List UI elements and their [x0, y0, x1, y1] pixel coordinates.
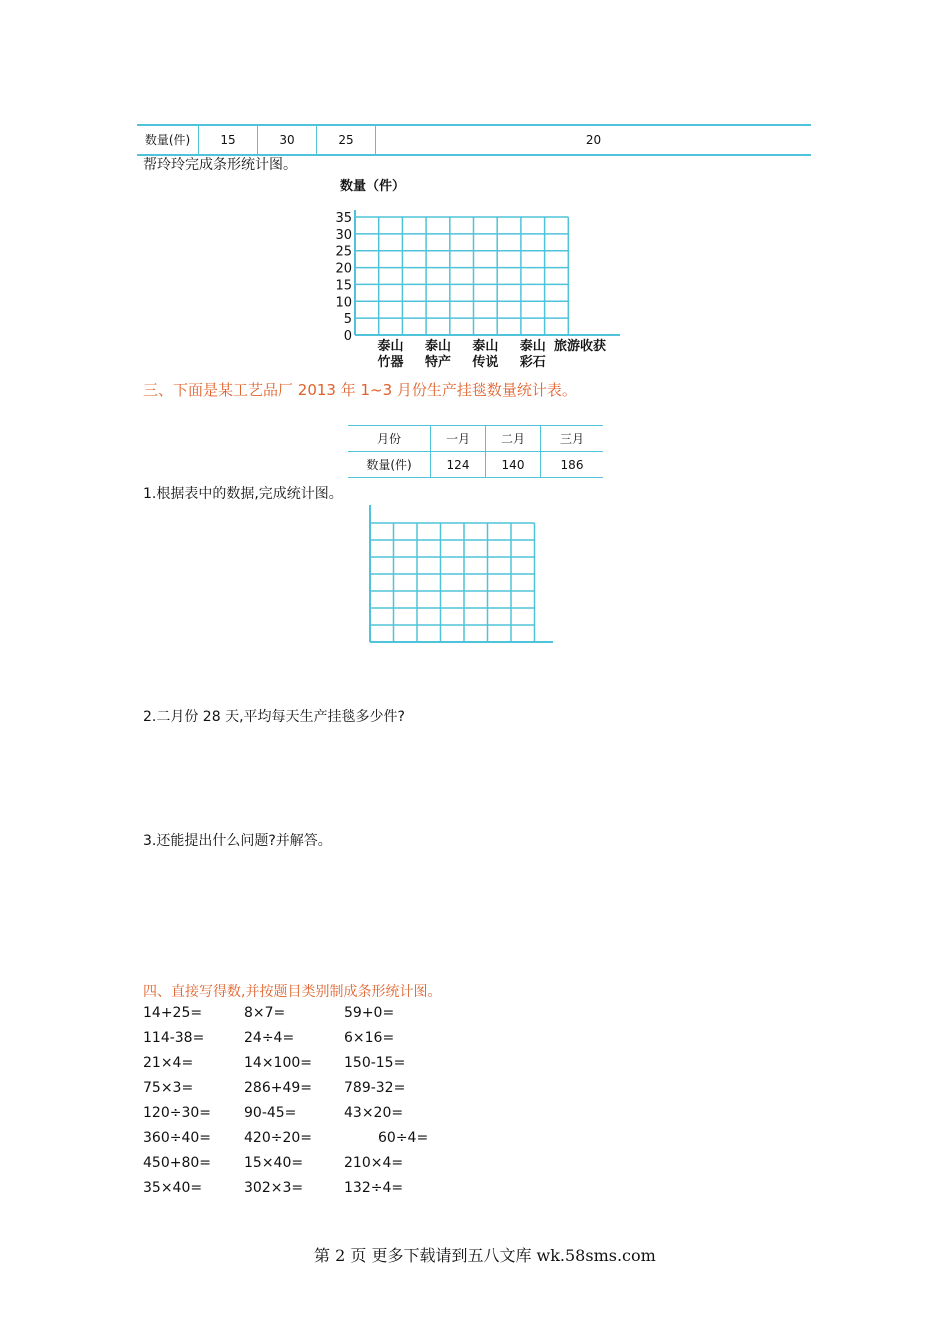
math-problem: 24÷4= [244, 1030, 295, 1046]
math-problem: 210×4= [344, 1155, 404, 1171]
y-tick-label: 30 [335, 227, 352, 243]
math-problem: 286+49= [244, 1080, 312, 1096]
y-tick-label: 0 [343, 329, 352, 344]
math-problem: 14×100= [244, 1055, 312, 1071]
math-problem: 90-45= [244, 1105, 297, 1121]
table-cell: 186 [541, 452, 604, 478]
math-problem: 6×16= [344, 1030, 395, 1046]
table-cell: 一月 [431, 426, 486, 452]
math-problem: 420÷20= [244, 1130, 312, 1146]
table-cell: 数量(件) [348, 452, 431, 478]
table-cell: 二月 [486, 426, 541, 452]
x-axis-label: 旅游收获 [553, 339, 607, 354]
table-cell: 三月 [541, 426, 604, 452]
empty-chart-grid [365, 500, 560, 648]
x-tick-label: 彩石 [519, 355, 546, 370]
x-tick-label: 泰山 [519, 339, 546, 354]
y-tick-label: 20 [335, 261, 352, 277]
x-tick-label: 泰山 [472, 339, 499, 354]
x-tick-label: 传说 [472, 355, 499, 370]
bar-chart-grid [325, 190, 625, 375]
math-problem: 21×4= [143, 1055, 194, 1071]
math-problem: 43×20= [344, 1105, 404, 1121]
math-problem: 789-32= [344, 1080, 406, 1096]
math-problem: 60÷4= [378, 1130, 429, 1146]
q2-instruction: 帮玲玲完成条形统计图。 [143, 157, 297, 173]
math-problem: 132÷4= [344, 1180, 404, 1196]
math-problem: 360÷40= [143, 1130, 211, 1146]
x-tick-label: 泰山 [424, 339, 451, 354]
y-tick-label: 10 [335, 295, 352, 311]
y-tick-label: 5 [343, 312, 352, 328]
y-tick-label: 25 [335, 244, 352, 260]
x-tick-label: 泰山 [377, 339, 404, 354]
math-problem: 15×40= [244, 1155, 304, 1171]
chart-ylabel: 数量（件） [340, 179, 406, 194]
x-tick-label: 特产 [424, 355, 451, 370]
table-cell: 30 [258, 126, 317, 154]
monthly-table [348, 425, 603, 478]
quantity-table [137, 124, 811, 156]
question-3-1: 1.根据表中的数据,完成统计图。 [143, 486, 343, 502]
table-cell: 140 [486, 452, 541, 478]
math-problem: 35×40= [143, 1180, 203, 1196]
math-problem: 59+0= [344, 1005, 395, 1021]
math-problem: 114-38= [143, 1030, 205, 1046]
math-problem: 302×3= [244, 1180, 304, 1196]
table-cell: 月份 [348, 426, 431, 452]
math-problem: 14+25= [143, 1005, 203, 1021]
y-tick-label: 35 [335, 211, 352, 226]
math-problem: 120÷30= [143, 1105, 211, 1121]
table-header-cell: 数量(件) [137, 126, 199, 154]
question-3-2: 2.二月份 28 天,平均每天生产挂毯多少件? [143, 709, 405, 725]
math-problem: 450+80= [143, 1155, 211, 1171]
question-3-3: 3.还能提出什么问题?并解答。 [143, 833, 332, 849]
table-cell: 20 [585, 133, 602, 147]
x-tick-label: 竹器 [377, 355, 404, 370]
section-4-title: 四、直接写得数,并按题目类别制成条形统计图。 [143, 984, 442, 1000]
math-problem: 75×3= [143, 1080, 194, 1096]
y-tick-label: 15 [335, 278, 352, 294]
table-cell: 124 [431, 452, 486, 478]
page-footer: 第 2 页 更多下载请到五八文库 wk.58sms.com [314, 1246, 656, 1265]
math-problem: 150-15= [344, 1055, 406, 1071]
section-3-title: 三、下面是某工艺品厂 2013 年 1~3 月份生产挂毯数量统计表。 [143, 381, 577, 399]
math-problem: 8×7= [244, 1005, 286, 1021]
table-cell: 15 [199, 126, 258, 154]
table-cell: 25 [317, 126, 376, 154]
